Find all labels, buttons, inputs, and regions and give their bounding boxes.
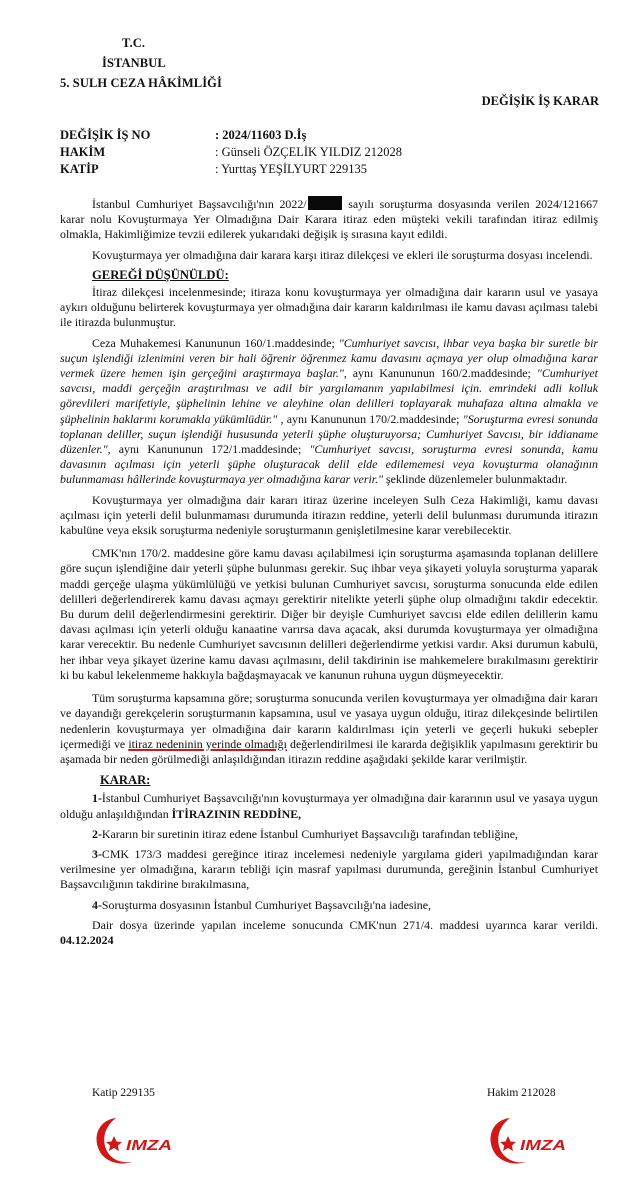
intro-text-b: sayılı soruşturma dosyasında verilen 2024/121667 karar nolu Kovuşturmaya Yer Olmadığına Dair Karara itiraz eden müşteki vekili tarafından itiraz edilmiş olmakla, Hakimliğimize tevzii edilerek yukarıdaki değişik iş sırasına kayıt edildi. <box>60 197 598 242</box>
item-text: Kararın bir suretinin itiraz edene İstanbul Cumhuriyet Başsavcılığı tarafından tebliğine, <box>101 826 518 841</box>
case-meta <box>60 127 402 178</box>
header-tc: T.C. <box>122 36 146 50</box>
sulh-paragraph: Kovuşturmaya yer olmadığına dair kararı itiraz üzerine inceleyen Sulh Ceza Hakimliği, kamu davası açılması için yeterli delil bulunmaması durumunda itirazın reddine, yeterli delil bulunması durumunda itirazın kabulüne veya eksik soruşturma nedeniyle soruşturmanın genişletilmesine karar verebilecektir. <box>60 492 598 538</box>
meta-value: : Günseli ÖZÇELİK YILDIZ 212028 <box>215 145 403 159</box>
karar-item-2 <box>60 827 598 842</box>
decision-date: 04.12.2024 <box>60 932 114 947</box>
review-paragraph: Kovuşturmaya yer olmadığına dair karara karşı itiraz dilekçesi ve ekleri ile soruşturma dosyası incelendi. <box>92 247 593 262</box>
cmk-text: , aynı Kanununun 172/1.maddesinde; <box>107 442 310 457</box>
karar-item-1 <box>60 791 598 821</box>
e-signature-logo-icon <box>480 1112 580 1168</box>
meta-label: HAKİM <box>60 145 106 159</box>
header-court: 5. SULH CEZA HÂKİMLİĞİ <box>60 76 222 90</box>
item-emphasis: İTİRAZININ REDDİNE, <box>171 806 302 821</box>
header-city: İSTANBUL <box>102 56 166 70</box>
section-title-karar: KARAR: <box>100 773 151 788</box>
svg-text:IMZA: IMZA <box>520 1137 566 1154</box>
judge-signature-label: Hakim 212028 <box>487 1087 556 1099</box>
item-text: Soruşturma dosyasının İstanbul Cumhuriyet Başsavcılığı'na iadesine, <box>101 897 431 912</box>
meta-row-clerk <box>60 161 402 178</box>
evaluation-text: değerlendirilmesi ile kararda değişiklik yapılmasını gerektirir bu aşamada bir neden görülmediği anlaşıldığından itirazın reddine aşağıdaki şekilde karar verilmiştir. <box>60 736 598 766</box>
closing-text: Dair dosya üzerinde yapılan inceleme sonucunda CMK'nun 271/4. maddesi uyarınca karar verildi. <box>92 917 598 932</box>
cmk-quote: "Cumhuriyet savcısı, maddi gerçeğin araştırılması ve adil bir yargılamanın yapılabilmesi için. emrindeki adli kolluk görevlileri marifetiyle, şüphelinin lehine ve aleyhine olan delilleri toplayarak muhafaza altına almakla ve şüphelinin haklarını korumakla yükümlüdür." <box>60 366 598 426</box>
cmk-text: Ceza Muhakemesi Kanununun 160/1.maddesinde; <box>92 335 339 350</box>
section-title-gere: GEREĞİ DÜŞÜNÜLDÜ: <box>92 267 229 282</box>
item-number: 4- <box>92 897 102 912</box>
item-number: 3- <box>92 846 102 861</box>
item-text: İstanbul Cumhuriyet Başsavcılığı'nın kovuşturmaya yer olmadığına dair kararının usul ve yasaya uygun olduğu anlaşıldığından <box>60 791 598 821</box>
meta-value: : Yurttaş YEŞİLYURT 229135 <box>215 162 368 176</box>
redaction-box <box>308 196 342 210</box>
cmk-quote: "Soruşturma evresi sonunda toplanan deliller, suçun işlendiği hususunda yeterli şüphe oluşturuyorsa; Cumhuriyet Savcısı, bir iddianame düzenler." <box>60 411 599 457</box>
meta-label: KATİP <box>60 162 99 176</box>
meta-value: : 2024/11603 D.İş <box>215 128 307 142</box>
item-number: 2- <box>92 826 102 841</box>
evaluation-text: Tüm soruşturma kapsamına göre; soruşturma sonucunda verilen kovuşturmaya yer olmadığına dair kararı ve dayandığı gerekçelerin soruşturmanın kapsamına, usul ve yasaya uygun olduğu, itiraz dilekçesinde belirtilen nedenlerin kovuşturmaya yer olmadığına dair kararın kaldırılması için yeterli ve geçerli hukuki sebepler içermediği ve <box>60 691 598 751</box>
document-type: DEĞİŞİK İŞ KARAR <box>481 94 599 108</box>
decision-body <box>60 196 598 953</box>
closing-paragraph <box>60 918 598 948</box>
objection-paragraph: İtiraz dilekçesi incelenmesinde; itiraza konu kovuşturmaya yer olmadığına dair kararın usul ve yasaya aykırı olduğunu belirterek kovuşturmaya yer olmadığına dair kararın kaldırılması ile kamu davası açılması talebi ile itirazda bulunmuştur. <box>60 285 598 330</box>
karar-item-3 <box>60 847 598 893</box>
item-number: 1- <box>92 791 102 806</box>
item-text: CMK 173/3 maddesi gereğince itiraz incelemesi nedeniyle yargılama gideri yapılmadığından karar verilmesine yer olmadığına, kararın tebliği için masraf yapılması durumunda, gereğinin İstanbul Cumhuriyet Başsavcılığının takdirine bırakılmasına, <box>60 846 598 892</box>
e-signature-logo-icon <box>86 1112 186 1168</box>
cmk-text: şeklinde düzenlemeler bulunmaktadır. <box>383 472 568 487</box>
meta-label: DEĞİŞİK İŞ NO <box>60 128 151 142</box>
svg-text:IMZA: IMZA <box>126 1137 172 1154</box>
meta-row-judge <box>60 144 402 161</box>
cmk-quote: "Cumhuriyet savcısı, soruşturma evresi sonunda, kamu davasının açılması için yeterli şüphe oluşturacak delil elde edilememesi veya kovuşturma olanağının bulunmaması hâllerinde kovuşturmaya yer olmadığına karar verir." <box>60 442 598 487</box>
clerk-signature-label: Katip 229135 <box>92 1087 155 1099</box>
cmk-text: , aynı Kanununun 170/2.maddesinde; <box>277 411 463 426</box>
cmk-170-paragraph: CMK'nın 170/2. maddesine göre kamu davası açılabilmesi için soruşturma aşamasında toplanan delillere göre suçun işlendiğine dair yeterli şüphe bulunması gerekir. Suç ihbar veya şikayeti yoluyla soruşturma yaparak maddi gerçeğe ulaşma yükümlülüğü ve yetkisi bulunan Cumhuriyet savcısı, soruşturma sonucunda elde edilen delilleri değerlendirerek kamu davası açmayı gerektirir nitelikte yeterli şüphe olup olmadığını takdir edecektir. Bu durum delil değerlendirmesini gerektirir. Diğer bir deyişle Cumhuriyet savcısı elde edilen delillerin kamu davası açılması için yeterli olduğu kanaatine varırsa dava açacak, aksi durumda kovuşturmaya yer olmadığına karar verecektir. Bu nedenle Cumhuriyet savcısının delilleri değerlendirme yetkisi vardır. Aksi durumun kabulü, her ihbar veya şikayet üzerine kamu davası açılmasını, delil takdirinin ise mahkemelere bırakılmasını gerektirir ki bu kabul lekelenmeme hakkıyla bağdaşmayacak ve kanunun ruhuna uygun düşmeyecektir. <box>60 546 598 682</box>
cmk-paragraph <box>60 336 598 488</box>
highlighted-phrase: itiraz nedeninin yerinde olmadığı <box>128 736 287 751</box>
intro-paragraph <box>60 196 598 243</box>
intro-text-a: İstanbul Cumhuriyet Başsavcılığı'nın 2022/ <box>92 197 307 211</box>
cmk-quote: "Cumhuriyet savcısı, ihbar veya başka bir suretle bir suçun işlendiği izlenimini veren bir hali öğrenir öğrenmez kamu davasını açmaya yer olup olmadığına karar vermek üzere hemen işin gerçeğini araştırmaya başlar." <box>60 335 598 381</box>
karar-item-4 <box>60 898 598 913</box>
cmk-text: , aynı Kanununun 160/2.maddesinde; <box>343 366 537 381</box>
evaluation-paragraph <box>60 691 598 767</box>
meta-row-case-no <box>60 127 402 144</box>
